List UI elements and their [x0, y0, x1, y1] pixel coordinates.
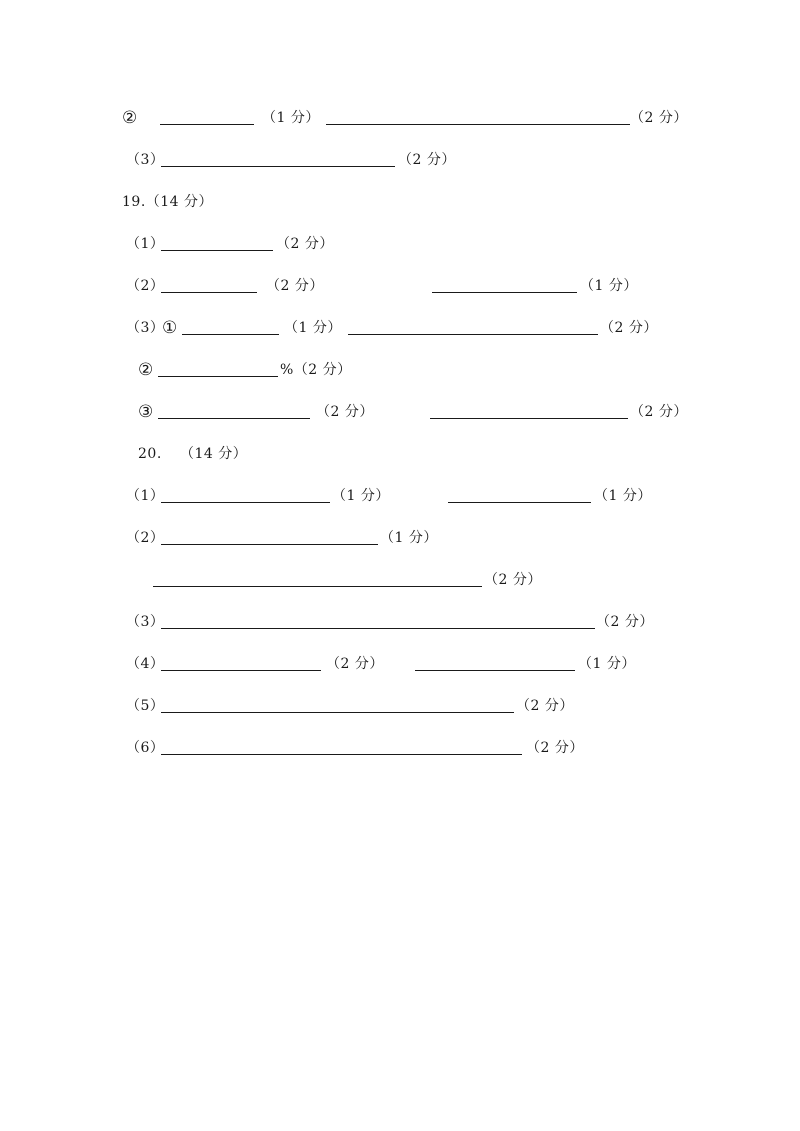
question-points: （14 分） — [180, 446, 248, 462]
answer-blank[interactable] — [348, 334, 598, 335]
answer-row-18-2 — [0, 107, 800, 129]
answer-row-18-3 — [0, 149, 800, 171]
question-heading: 19.（14 分） — [122, 194, 214, 210]
answer-row-20-4 — [0, 653, 800, 675]
item-label: （4） — [126, 656, 165, 672]
item-label: （3） — [126, 614, 165, 630]
score-label: （2 分） — [326, 656, 384, 672]
answer-row-19-3-1 — [0, 317, 800, 339]
circled-marker: ② — [138, 360, 154, 380]
answer-blank[interactable] — [161, 754, 522, 755]
question-number: 20. — [138, 446, 162, 462]
score-label: （2 分） — [630, 110, 688, 126]
score-label: （2 分） — [398, 152, 456, 168]
answer-blank[interactable] — [415, 670, 575, 671]
score-label: （2 分） — [276, 236, 334, 252]
answer-row-20-1 — [0, 485, 800, 507]
answer-row-20-2-cont — [0, 569, 800, 591]
score-label: （2 分） — [266, 278, 324, 294]
circled-marker: ③ — [138, 402, 154, 422]
score-label: （2 分） — [526, 740, 584, 756]
score-label: （2 分） — [630, 404, 688, 420]
question-20-heading-row — [0, 443, 800, 465]
answer-blank[interactable] — [161, 712, 514, 713]
item-label: （6） — [126, 740, 165, 756]
answer-blank[interactable] — [161, 628, 595, 629]
circled-marker: ② — [122, 108, 138, 128]
score-label: （2 分） — [600, 320, 658, 336]
answer-blank[interactable] — [161, 670, 321, 671]
answer-blank[interactable] — [161, 166, 395, 167]
score-label: （1 分） — [262, 110, 320, 126]
answer-row-19-2 — [0, 275, 800, 297]
answer-blank[interactable] — [432, 292, 577, 293]
score-label: （1 分） — [578, 656, 636, 672]
item-label: （3） — [126, 320, 165, 336]
answer-blank[interactable] — [161, 292, 257, 293]
answer-row-20-3 — [0, 611, 800, 633]
answer-blank[interactable] — [161, 502, 330, 503]
answer-row-20-2 — [0, 527, 800, 549]
item-label: （5） — [126, 698, 165, 714]
score-label: （1 分） — [284, 320, 342, 336]
answer-blank[interactable] — [182, 334, 279, 335]
score-label: （2 分） — [516, 698, 574, 714]
score-label: （1 分） — [380, 530, 438, 546]
answer-row-19-3-2 — [0, 359, 800, 381]
answer-blank[interactable] — [160, 124, 254, 125]
circled-marker: ① — [162, 318, 178, 338]
answer-blank[interactable] — [448, 502, 591, 503]
answer-blank[interactable] — [161, 544, 378, 545]
answer-blank[interactable] — [158, 418, 310, 419]
answer-blank[interactable] — [161, 250, 273, 251]
question-19-heading-row — [0, 191, 800, 213]
answer-blank[interactable] — [158, 376, 278, 377]
answer-blank[interactable] — [153, 586, 482, 587]
score-label: （2 分） — [484, 572, 542, 588]
item-label: （1） — [126, 236, 165, 252]
score-label: （2 分） — [596, 614, 654, 630]
score-label: （2 分） — [316, 404, 374, 420]
answer-row-20-5 — [0, 695, 800, 717]
answer-blank[interactable] — [326, 124, 630, 125]
item-label: （1） — [126, 488, 165, 504]
answer-row-20-6 — [0, 737, 800, 759]
score-label: （1 分） — [332, 488, 390, 504]
answer-blank[interactable] — [430, 418, 628, 419]
answer-row-19-1 — [0, 233, 800, 255]
score-label: （1 分） — [580, 278, 638, 294]
item-label: （2） — [126, 278, 165, 294]
score-label: （1 分） — [594, 488, 652, 504]
item-label: （3） — [126, 152, 165, 168]
item-label: （2） — [126, 530, 165, 546]
answer-row-19-3-3 — [0, 401, 800, 423]
score-label: %（2 分） — [280, 362, 352, 378]
